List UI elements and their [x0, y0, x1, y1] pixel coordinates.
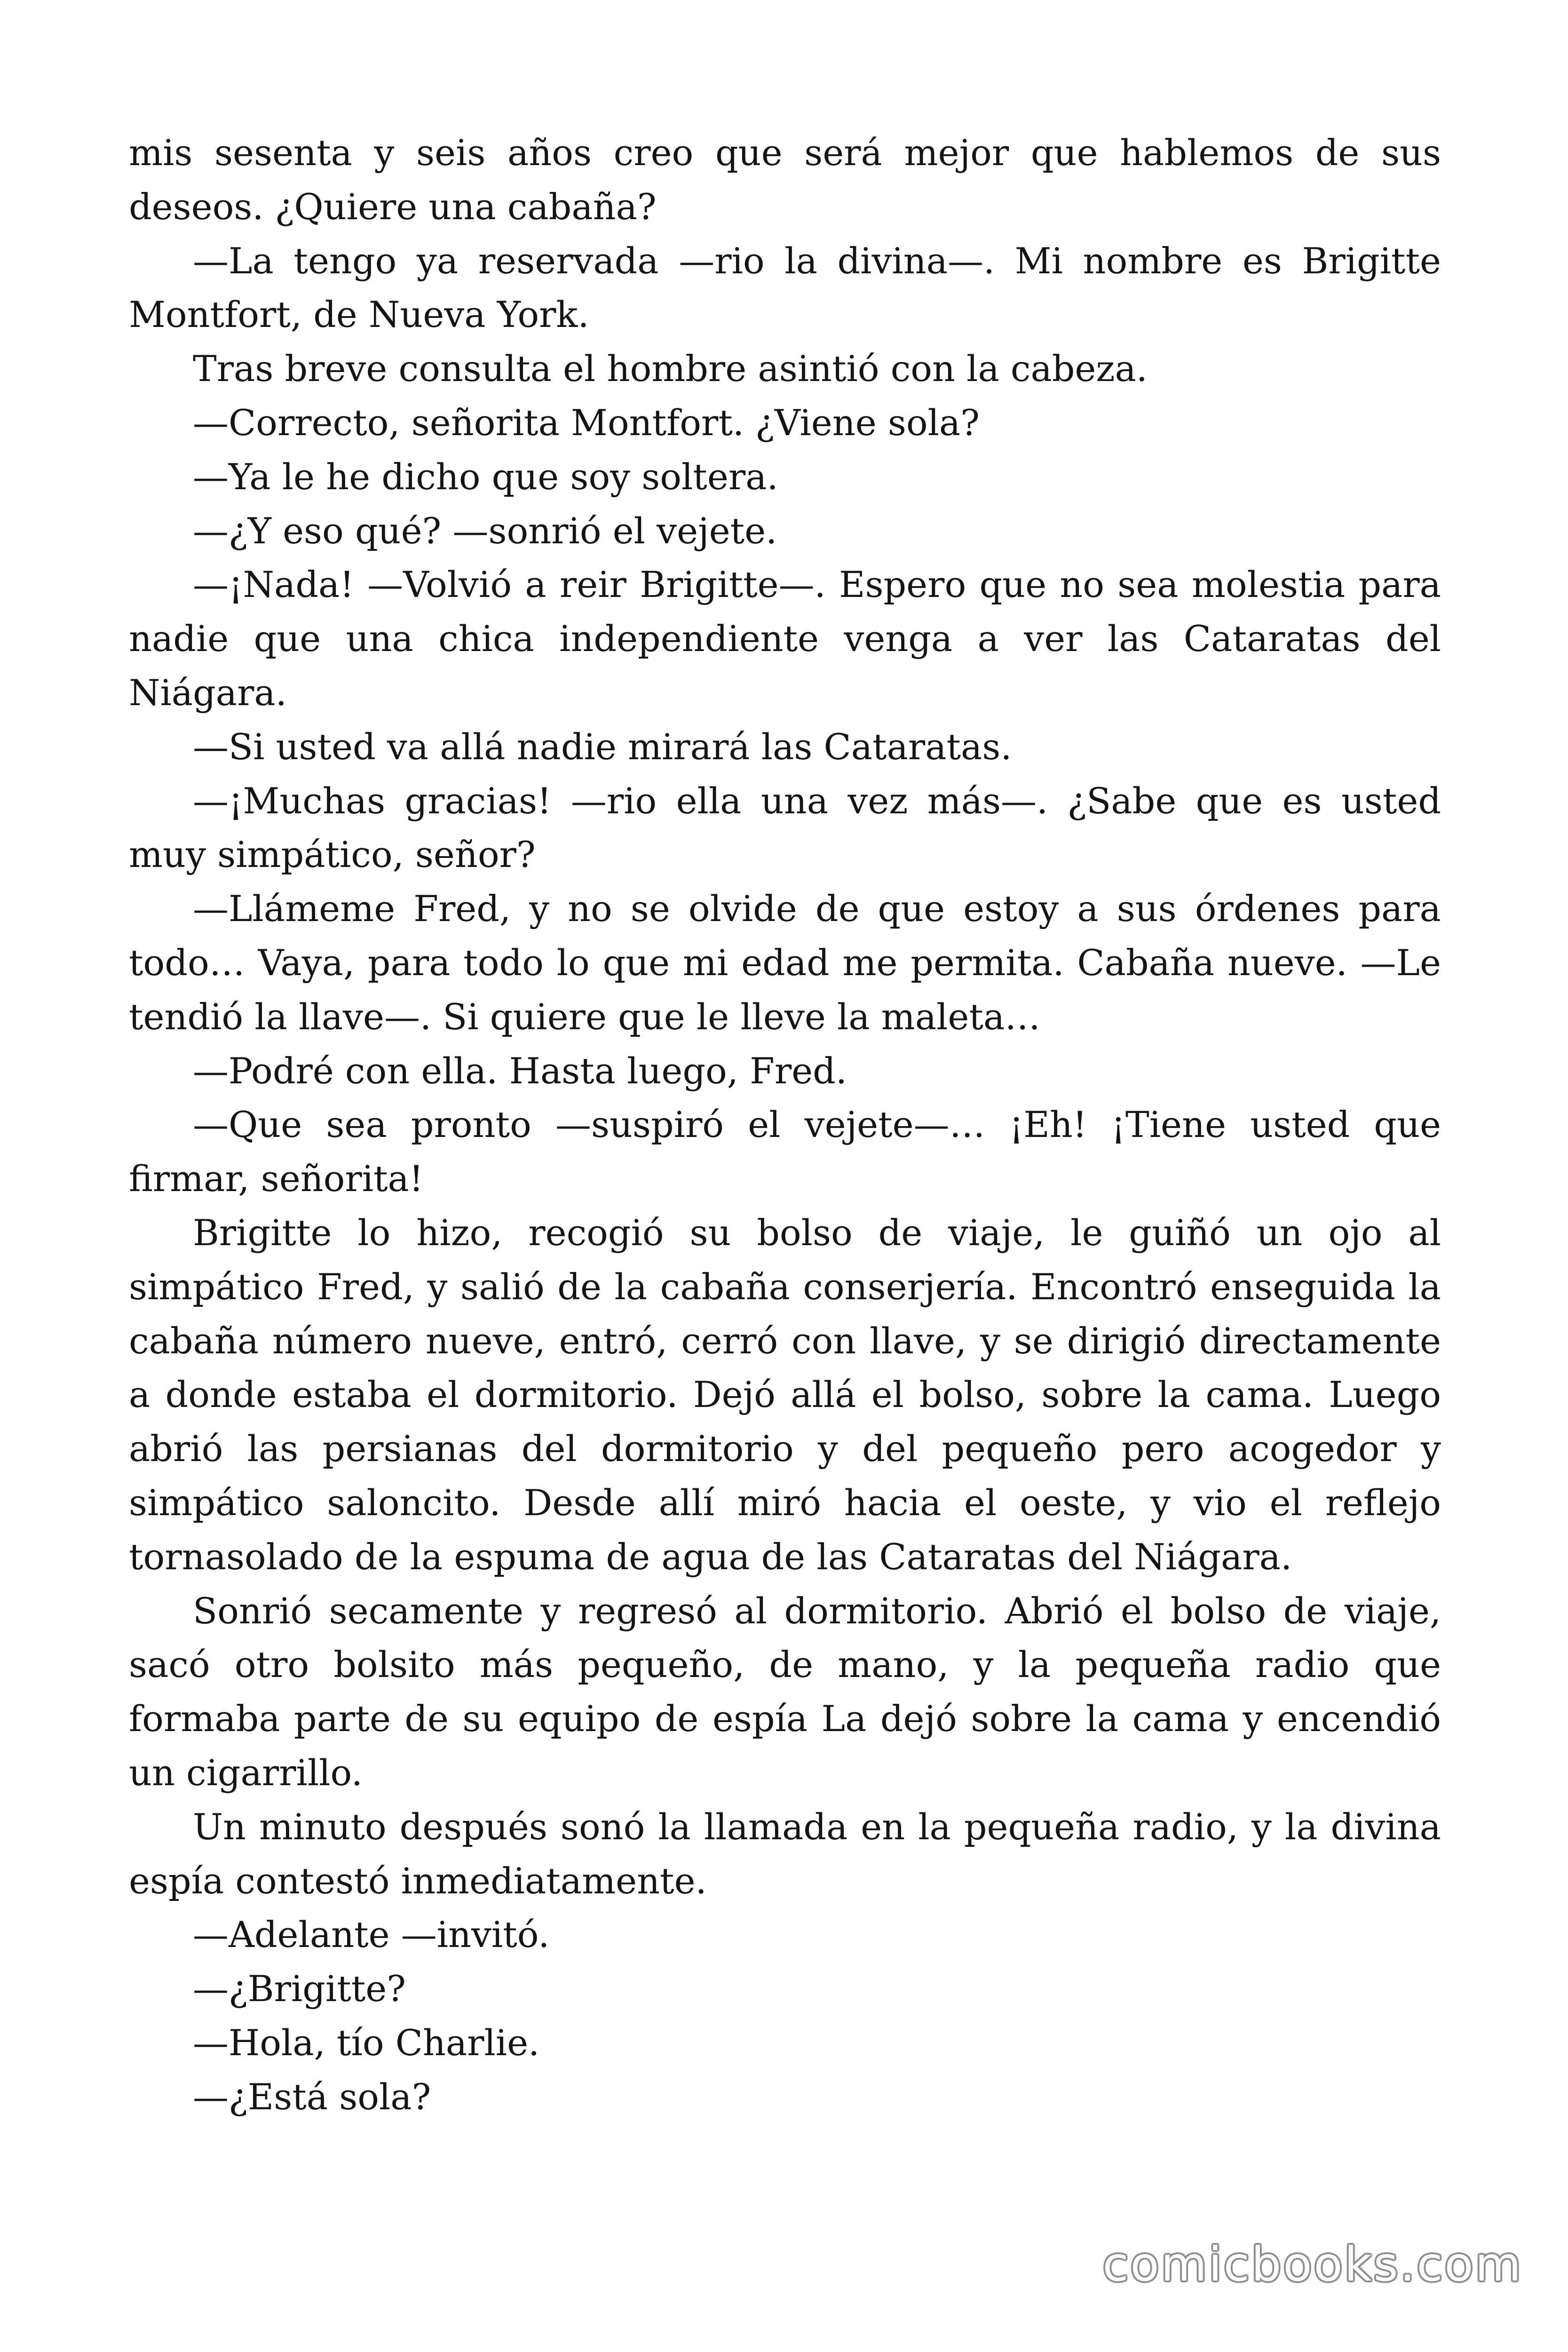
paragraph: Brigitte lo hizo, recogió su bolso de viaje, le guiñó un ojo al simpático Fred, y salió de la cabaña conserjería. Encontró enseguida la cabaña número nueve, entró, cerró con llave, y se dirigió directamente a donde estaba el dormitorio. Dejó allá el bolso, sobre la cama. Luego abrió las persianas del dormitorio y del pequeño pero acogedor y simpático saloncito. Desde allí miró hacia el oeste, y vio el reflejo tornasolado de la espuma de agua de las Cataratas del Niágara. — [129, 1211, 1441, 1578]
watermark: comicbooks.com — [1102, 2237, 1523, 2292]
paragraph: —Llámeme Fred, y no se olvide de que estoy a sus órdenes para todo… Vaya, para todo lo que mi edad me permita. Cabaña nueve. —Le tendió la llave—. Si quiere que le lleve la maleta… — [129, 888, 1441, 1038]
paragraph: —Ya le he dicho que soy soltera. — [193, 455, 778, 498]
paragraph: Tras breve consulta el hombre asintió con la cabeza. — [193, 348, 1148, 390]
paragraph: —¡Nada! —Volvió a reir Brigitte—. Espero que no sea molestia para nadie que una chica independiente venga a ver las Cataratas del Niágara. — [129, 564, 1441, 714]
paragraph: —Que sea pronto —suspiró el vejete—… ¡Eh! ¡Tiene usted que firmar, señorita! — [129, 1104, 1441, 1200]
paragraph: Un minuto después sonó la llamada en la pequeña radio, y la divina espía contestó inmediatamente. — [129, 1805, 1441, 1902]
paragraph: —Hola, tío Charlie. — [193, 2021, 540, 2064]
paragraph: —¡Muchas gracias! —rio ella una vez más—. ¿Sabe que es usted muy simpático, señor? — [129, 779, 1441, 876]
paragraph: Sonrió secamente y regresó al dormitorio. Abrió el bolso de viaje, sacó otro bolsito más pequeño, de mano, y la pequeña radio que formaba parte de su equipo de espía La dejó sobre la cama y encendió un cigarrillo. — [129, 1589, 1441, 1794]
body-text — [129, 126, 1441, 2124]
paragraph: —Podré con ella. Hasta luego, Fred. — [193, 1049, 847, 1092]
paragraph: —Correcto, señorita Montfort. ¿Viene sola? — [193, 401, 980, 444]
paragraph: —¿Está sola? — [193, 2075, 431, 2118]
paragraph: —Si usted va allá nadie mirará las Cataratas. — [193, 725, 1012, 768]
paragraph-continued: mis sesenta y seis años creo que será mejor que hablemos de sus deseos. ¿Quiere una cabaña? — [129, 132, 1441, 228]
paragraph: —¿Brigitte? — [193, 1968, 406, 2010]
paragraph: —Adelante —invitó. — [193, 1914, 550, 1956]
paragraph: —La tengo ya reservada —rio la divina—. Mi nombre es Brigitte Montfort, de Nueva York. — [129, 239, 1441, 336]
paragraph: —¿Y eso qué? —sonrió el vejete. — [193, 509, 777, 552]
